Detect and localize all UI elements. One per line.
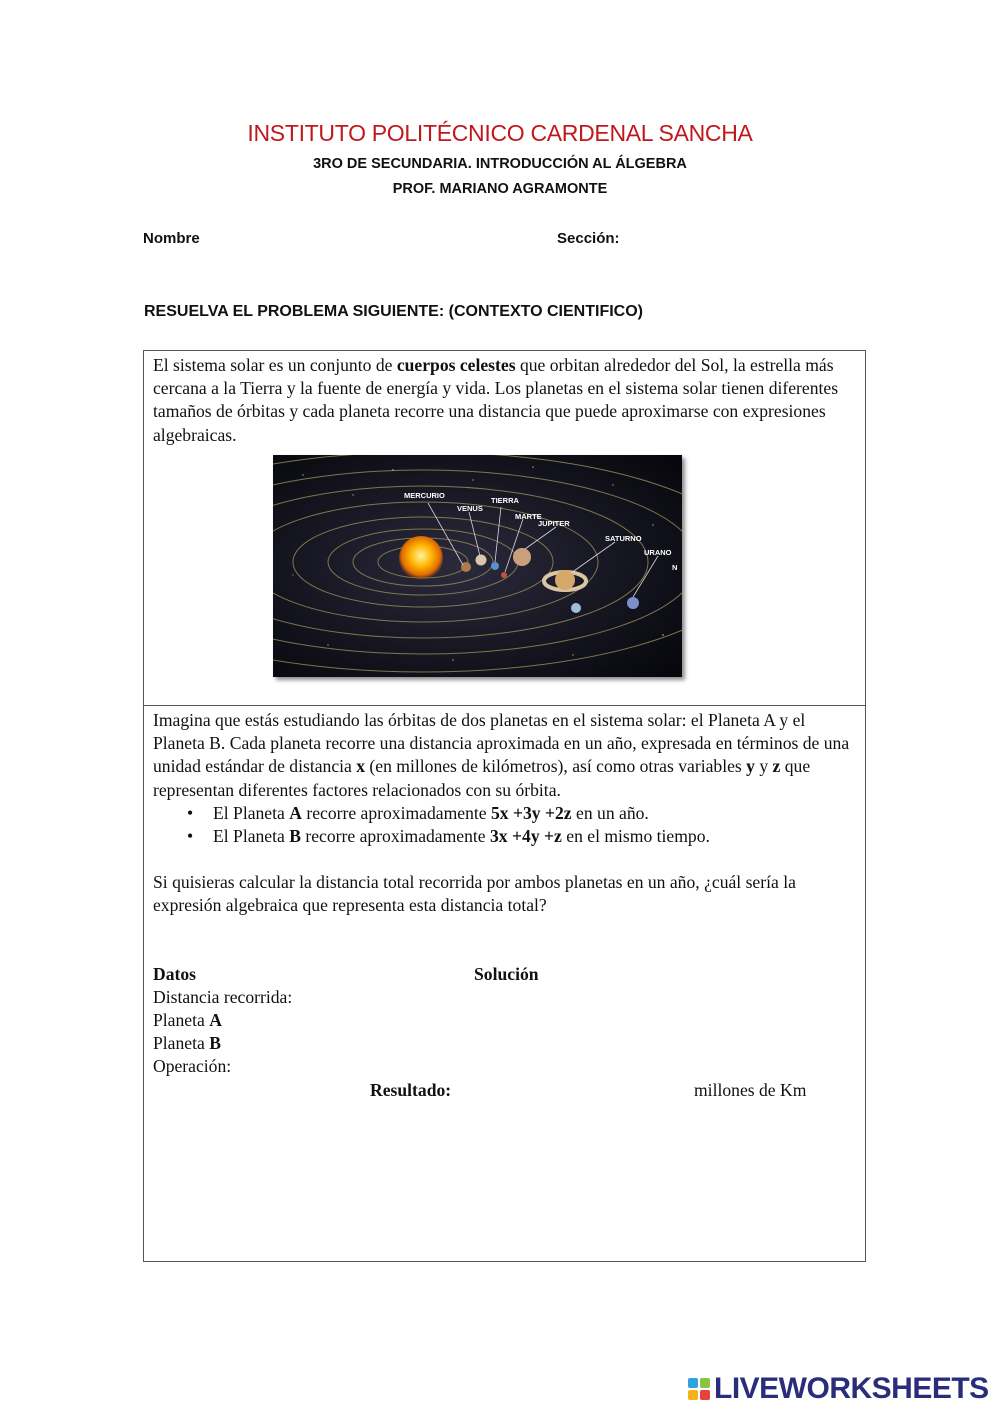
section-label: Sección: — [557, 230, 620, 247]
brand-name: LIVEWORKSHEETS — [714, 1372, 989, 1405]
unit-label: millones de Km — [694, 1080, 807, 1100]
label-neptuno: N — [672, 563, 678, 572]
label-urano: URANO — [644, 548, 672, 557]
course-title: 3RO DE SECUNDARIA. INTRODUCCIÓN AL ÁLGEBRA — [313, 156, 687, 172]
operacion-label: Operación: — [153, 1056, 232, 1076]
problem-text — [153, 709, 857, 918]
label-venus: VENUS — [457, 504, 483, 513]
planet-list — [153, 802, 857, 848]
label-mercurio: MERCURIO — [404, 491, 445, 500]
school-title: INSTITUTO POLITÉCNICO CARDENAL SANCHA — [247, 120, 753, 146]
problem-box — [143, 705, 866, 1262]
label-tierra: TIERRA — [491, 496, 519, 505]
resultado-label: Resultado: — [370, 1080, 452, 1100]
solar-system-image — [273, 455, 682, 677]
solucion-heading: Solución — [474, 964, 539, 984]
instruction: RESUELVA EL PROBLEMA SIGUIENTE: (CONTEXTO CIENTIFICO) — [144, 303, 643, 320]
label-saturno: SATURNO — [605, 534, 642, 543]
solar-system-illustration — [273, 455, 682, 677]
label-jupiter: JUPITER — [538, 519, 570, 528]
problem-paragraph: Imagina que estás estudiando las órbitas de dos planetas en el sistema solar: el Planeta A y el Planeta B. Cada planeta recorre una distancia aproximada en un año, expresada en términos de una unidad estándar de distancia x (en millones de kilómetros), así como otras variables y y z que representan diferentes factores relacionados con su órbita. — [153, 710, 850, 800]
liveworksheets-logo — [688, 1372, 989, 1406]
bullet-planet-b: • El Planeta B recorre aproximadamente 3x +4y +z en el mismo tiempo. — [153, 825, 857, 848]
distancia-label: Distancia recorrida: — [153, 987, 293, 1007]
planeta-a-label: Planeta A — [153, 1010, 222, 1030]
name-label: Nombre — [143, 230, 200, 247]
teacher-name: PROF. MARIANO AGRAMONTE — [392, 181, 608, 197]
label-marte: MARTE — [515, 512, 542, 521]
intro-box — [143, 350, 866, 706]
intro-paragraph: El sistema solar es un conjunto de cuerpos celestes que orbitan alrededor del Sol, la estrella más cercana a la Tierra y la fuente de energía y vida. Los planetas en el sistema solar tienen diferentes tamaños de órbitas y cada planeta recorre una distancia que puede aproximarse con expresiones algebraicas. — [153, 355, 839, 445]
bullet-planet-a: • El Planeta A recorre aproximadamente 5x +3y +2z en un año. — [153, 802, 857, 825]
question: Si quisieras calcular la distancia total recorrida por ambos planetas en un año, ¿cuál sería la expresión algebraica que representa esta distancia total? — [153, 872, 796, 916]
bold-term: cuerpos celestes — [396, 355, 516, 375]
logo-icon — [688, 1378, 710, 1400]
datos-heading: Datos — [153, 964, 197, 984]
planeta-b-label: Planeta B — [153, 1033, 221, 1053]
